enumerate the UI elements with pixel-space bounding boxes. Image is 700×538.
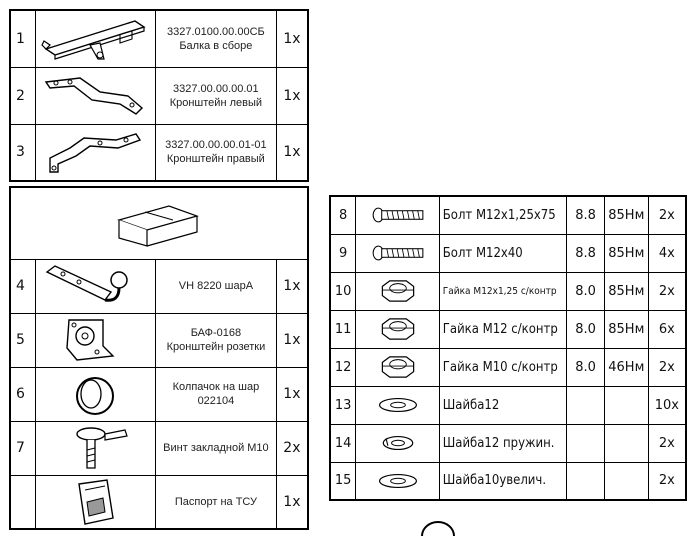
part-quantity: 1x <box>276 313 308 367</box>
part-name: Кронштейн левый <box>169 96 262 109</box>
fastener-quantity: 10x <box>648 386 686 424</box>
fastener-row <box>330 234 686 272</box>
washer-icon <box>375 393 421 417</box>
right-bracket-icon <box>40 128 150 176</box>
fastener-description: Болт М12х1,25х75 <box>439 196 567 234</box>
bolt-icon <box>368 241 428 265</box>
part-row <box>10 10 308 67</box>
fastener-description: Болт М12х40 <box>439 234 567 272</box>
fastener-quantity: 2x <box>648 348 686 386</box>
part-number: 6 <box>10 367 36 421</box>
part-description <box>155 67 276 124</box>
part-name: 022104 <box>197 395 235 407</box>
parts-table-bottom <box>9 186 309 530</box>
part-number: 3 <box>10 124 36 181</box>
fastener-description: Гайка М10 с/контр <box>439 348 567 386</box>
fastener-grade: 8.8 <box>567 196 605 234</box>
fastener-torque: 85Нм <box>604 272 648 310</box>
left-bracket-icon <box>40 72 150 120</box>
part-quantity: 1x <box>276 124 308 181</box>
fastener-quantity: 2x <box>648 462 686 500</box>
fastener-description: Шайба12 пружин. <box>439 424 567 462</box>
socket-bracket-icon <box>41 316 151 364</box>
fastener-torque: 85Нм <box>604 234 648 272</box>
embedded-screw-icon <box>41 424 151 472</box>
bolt-icon <box>368 203 428 227</box>
fastener-number: 10 <box>330 272 356 310</box>
fasteners-table <box>329 195 687 501</box>
fastener-quantity: 2x <box>648 424 686 462</box>
packaging-row <box>10 187 308 259</box>
part-row <box>10 313 308 367</box>
fastener-grade: 8.0 <box>567 272 605 310</box>
part-code: 3327.00.00.00.01-01 <box>165 139 267 152</box>
fastener-torque: 46Нм <box>604 348 648 386</box>
fastener-description: Шайба12 <box>439 386 567 424</box>
part-number: 4 <box>10 259 36 313</box>
part-code: Винт закладной М10 <box>163 442 269 454</box>
fastener-number: 13 <box>330 386 356 424</box>
part-description <box>155 124 276 181</box>
nut-icon <box>375 279 421 303</box>
part-quantity: 2x <box>276 421 308 475</box>
fastener-row <box>330 424 686 462</box>
packaging-cell <box>10 187 308 259</box>
fastener-number: 15 <box>330 462 356 500</box>
part-quantity: 1x <box>276 259 308 313</box>
part-quantity: 1x <box>276 67 308 124</box>
fastener-grade <box>567 462 605 500</box>
part-name: Кронштейн правый <box>166 153 265 166</box>
part-image-cell <box>36 10 156 67</box>
box-icon <box>104 198 214 248</box>
fastener-number: 9 <box>330 234 356 272</box>
fastener-quantity: 2x <box>648 272 686 310</box>
part-image-cell <box>36 313 156 367</box>
part-description <box>156 313 277 367</box>
part-number: 7 <box>10 421 36 475</box>
part-image-cell <box>36 421 156 475</box>
part-quantity: 1x <box>276 367 308 421</box>
part-image-cell <box>36 67 156 124</box>
part-number: 5 <box>10 313 36 367</box>
parts-table-top <box>9 9 309 182</box>
fastener-row <box>330 272 686 310</box>
part-name: Балка в сборе <box>179 39 253 52</box>
part-description <box>156 367 277 421</box>
partial-circle-icon <box>418 518 458 538</box>
part-description <box>156 259 277 313</box>
fastener-torque <box>604 424 648 462</box>
part-row <box>10 124 308 181</box>
fastener-description: Гайка М12х1,25 с/контр <box>439 272 567 310</box>
fastener-grade <box>567 386 605 424</box>
fastener-quantity: 4x <box>648 234 686 272</box>
nut-icon <box>375 355 421 379</box>
fastener-image-cell <box>356 424 439 462</box>
fastener-quantity: 2x <box>648 196 686 234</box>
tow-ball-icon <box>41 262 151 310</box>
part-image-cell <box>36 475 156 529</box>
part-row <box>10 421 308 475</box>
fastener-image-cell <box>356 310 439 348</box>
part-image-cell <box>36 124 156 181</box>
fastener-torque <box>604 386 648 424</box>
fastener-grade: 8.0 <box>567 310 605 348</box>
part-quantity: 1x <box>276 475 308 529</box>
part-row <box>10 259 308 313</box>
fastener-row <box>330 196 686 234</box>
ball-cap-icon <box>41 370 151 418</box>
fastener-row <box>330 386 686 424</box>
part-description <box>156 475 277 529</box>
passport-icon <box>41 478 151 526</box>
part-image-cell <box>36 259 156 313</box>
part-number: 1 <box>10 10 36 67</box>
fastener-quantity: 6x <box>648 310 686 348</box>
fastener-number: 8 <box>330 196 356 234</box>
fastener-image-cell <box>356 234 439 272</box>
spring-washer-icon <box>375 431 421 455</box>
part-code: 3327.0100.00.00СБ <box>166 25 265 38</box>
part-row <box>10 67 308 124</box>
part-code: VH 8220 шарА <box>178 280 254 292</box>
fastener-image-cell <box>356 386 439 424</box>
part-row <box>10 475 308 529</box>
part-code: 3327.00.00.00.01 <box>173 82 259 95</box>
fastener-row <box>330 310 686 348</box>
fastener-row <box>330 348 686 386</box>
fastener-image-cell <box>356 272 439 310</box>
beam-assembly-icon <box>40 15 150 63</box>
part-row <box>10 367 308 421</box>
part-code: Колпачок на шар <box>172 381 260 393</box>
fastener-grade: 8.8 <box>567 234 605 272</box>
part-code: Паспорт на ТСУ <box>174 495 257 508</box>
washer-icon <box>375 469 421 493</box>
fastener-description: Шайба10увелич. <box>439 462 567 500</box>
part-image-cell <box>36 367 156 421</box>
part-number: 2 <box>10 67 36 124</box>
fastener-torque: 85Нм <box>604 310 648 348</box>
part-quantity: 1x <box>276 10 308 67</box>
part-description <box>156 421 277 475</box>
fastener-torque: 85Нм <box>604 196 648 234</box>
nut-icon <box>375 317 421 341</box>
fastener-number: 11 <box>330 310 356 348</box>
part-number <box>10 475 36 529</box>
fastener-image-cell <box>356 348 439 386</box>
part-description <box>155 10 276 67</box>
fastener-grade: 8.0 <box>567 348 605 386</box>
fastener-image-cell <box>356 196 439 234</box>
fastener-number: 14 <box>330 424 356 462</box>
fastener-grade <box>567 424 605 462</box>
fastener-number: 12 <box>330 348 356 386</box>
fastener-image-cell <box>356 462 439 500</box>
part-name: Кронштейн розетки <box>166 341 266 353</box>
fastener-row <box>330 462 686 500</box>
fastener-torque <box>604 462 648 500</box>
fastener-description: Гайка М12 с/контр <box>439 310 567 348</box>
part-code: БАФ-0168 <box>190 327 242 339</box>
